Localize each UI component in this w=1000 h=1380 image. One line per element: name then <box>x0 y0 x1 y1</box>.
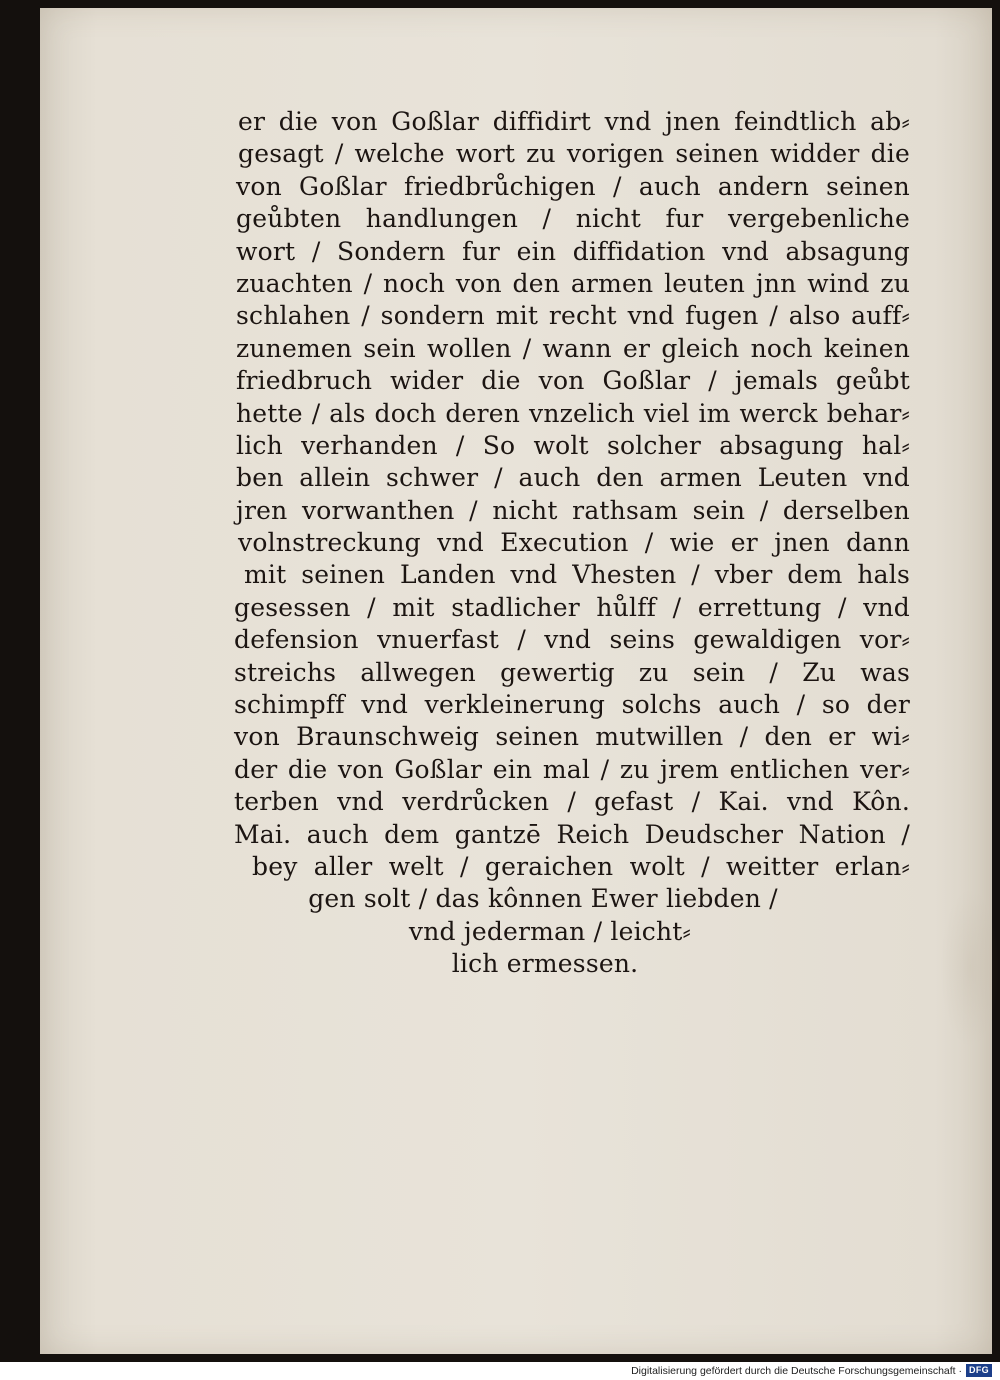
text-line: lich ermessen. <box>451 949 639 979</box>
text-line: schimpff vnd verkleinerung solchs auch / so der <box>234 690 910 720</box>
funding-credit: Digitalisierung gefördert durch die Deutsche Forschungsgemeinschaft · <box>631 1365 962 1377</box>
text-line: hette / als doch deren vnzelich viel im werck behar⸗ <box>236 398 910 428</box>
text-line: von Braunschweig seinen mutwillen / den er wi⸗ <box>234 722 910 752</box>
text-line: er die von Goßlar diffidirt vnd jnen feindtlich ab⸗ <box>238 107 910 136</box>
text-line: von Goßlar friedbrůchigen / auch andern seinen <box>236 171 910 201</box>
text-line: jren vorwanthen / nicht rathsam sein / derselben <box>236 495 910 525</box>
page-text <box>230 106 910 981</box>
text-line: der die von Goßlar ein mal / zu jrem entlichen ver⸗ <box>234 754 910 784</box>
text-line: wort / Sondern fur ein diffidation vnd absagung <box>236 236 910 266</box>
text-line: friedbruch wider die von Goßlar / jemals geůbt <box>236 366 910 396</box>
text-line: gen solt / das kônnen Ewer liebden / <box>308 884 778 914</box>
text-line: terben vnd verdrůcken / gefast / Kai. vnd Kôn. <box>234 787 910 817</box>
text-line: ben allein schwer / auch den armen Leuten vnd <box>236 463 910 493</box>
text-line: gesagt / welche wort zu vorigen seinen widder die <box>238 139 910 169</box>
text-line: mit seinen Landen vnd Vhesten / vber dem hals <box>244 560 910 590</box>
dfg-logo-icon: DFG <box>966 1364 992 1377</box>
text-line: zuachten / noch von den armen leuten jnn wind zu <box>236 268 910 298</box>
text-line: defension vnuerfast / vnd seins gewaldigen vor⸗ <box>234 625 910 655</box>
show-through-shadow <box>940 888 1000 1048</box>
text-line: lich verhanden / So wolt solcher absagung hal⸗ <box>236 430 910 460</box>
text-line: streichs allwegen gewertig zu sein / Zu was <box>234 657 910 687</box>
text-line: geůbten handlungen / nicht fur vergebenliche <box>236 204 910 234</box>
text-line: zunemen sein wollen / wann er gleich noch keinen <box>236 333 910 363</box>
text-line: gesessen / mit stadlicher hůlff / errettung / vnd <box>234 592 910 622</box>
text-line: vnd jederman / leicht⸗ <box>408 916 692 946</box>
text-line: bey aller welt / geraichen wolt / weitter erlan⸗ <box>252 851 910 881</box>
text-line: volnstreckung vnd Execution / wie er jnen dann <box>238 528 910 558</box>
text-line: schlahen / sondern mit recht vnd fugen / also auff⸗ <box>236 301 910 331</box>
text-line: Mai. auch dem gantzē Reich Deudscher Nation / <box>234 819 910 849</box>
